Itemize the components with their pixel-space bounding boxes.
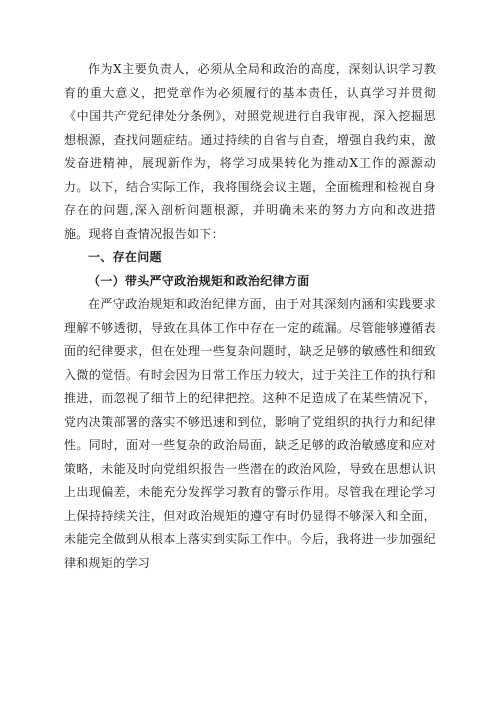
body-paragraph: 在严守政治规矩和政治纪律方面，由于对其深刻内涵和实践要求理解不够透彻，导致在具体工作中存在一定的疏漏。尽管能够遵循表面的纪律要求，但在处理一些复杂问题时，缺乏足够的敏感性和细致入微的觉悟。有时会因为日常工作压力较大，过于关注工作的执行和推进，而忽视了细节上的纪律把控。这种不足造成了在某些情况下，党内决策部署的落实不够迅速和到位，影响了党组织的执行力和纪律性。同时，面对一些复杂的政治局面，缺乏足够的政治敏感度和应对策略，未能及时向党组织报告一些潜在的政治风险，导致在思想认识上出现偏差，未能充分发挥学习教育的警示作用。尽管我在理论学习上保持持续关注，但对政治规矩的遵守有时仍显得不够深入和全面，未能完全做到从根本上落实到实际工作中。今后，我将进一步加强纪律和规矩的学习 bbox=[64, 297, 436, 570]
subsection-heading: （一）带头严守政治规矩和政治纪律方面 bbox=[88, 273, 310, 288]
section-heading: 一、存在问题 bbox=[88, 250, 162, 264]
intro-paragraph: 作为X主要负责人，必须从全局和政治的高度，深刻认识学习教育的重大意义，把党章作为必须履行的基本责任，认真学习并贯彻《中国共产党纪律处分条例》，对照党规进行自我审视，深入挖掘思想根源，查找问题症结。通过持续的自省与自查，增强自我约束，激发奋进精神，展现新作为，将学习成果转化为推动X工作的源源动力。以下，结合实际工作，我将围绕会议主题，全面梳理和检视自身存在的问题,深入剖析问题根源，并明确未来的努力方向和改进措施。现将自查情况报告如下： bbox=[64, 62, 436, 241]
document-body bbox=[64, 58, 436, 575]
